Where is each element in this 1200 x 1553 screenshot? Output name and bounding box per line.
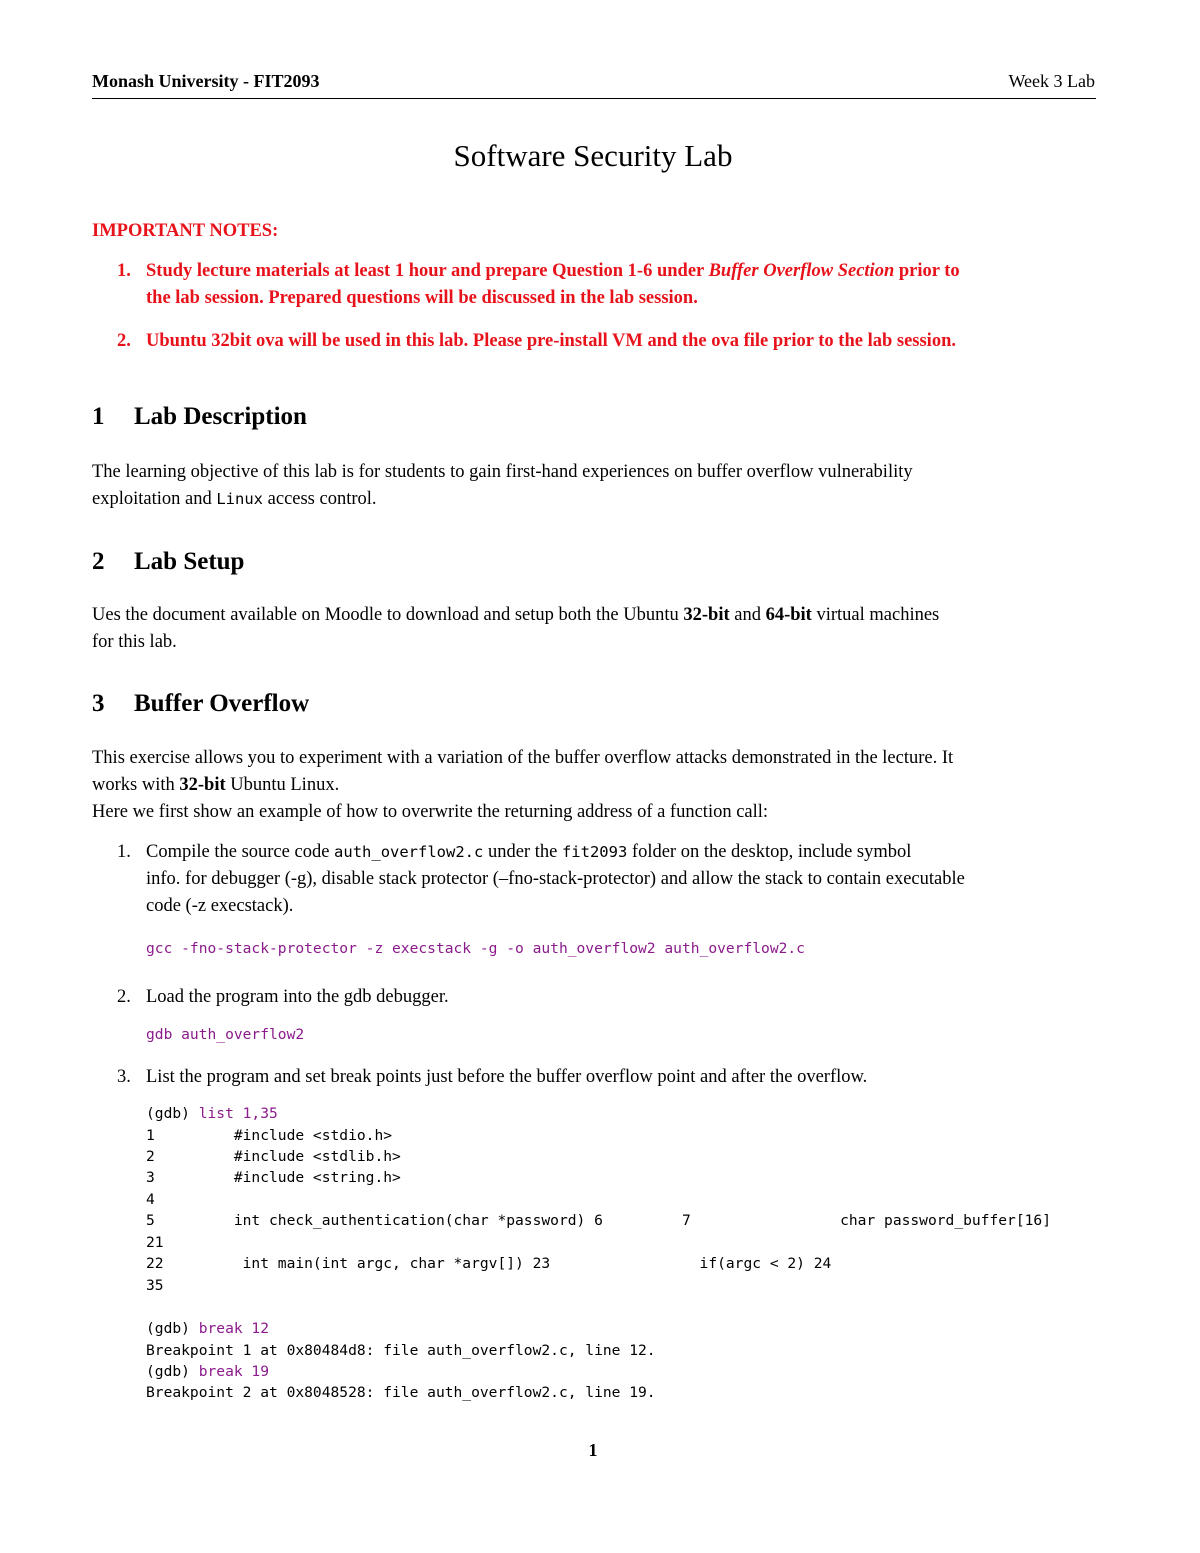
section-2-number: 2 xyxy=(92,548,105,575)
step-1-text-c: folder on the desktop, include symbol xyxy=(627,842,912,862)
gdb-prompt: (gdb) xyxy=(146,1320,199,1337)
listing-line: 21 xyxy=(146,1234,164,1251)
header-rule xyxy=(92,98,1096,99)
listing-line: 2 #include <stdlib.h> xyxy=(146,1148,401,1165)
listing-line: 4 xyxy=(146,1191,155,1208)
section-3-text-a: works with xyxy=(92,775,180,795)
section-3-bold-32bit: 32-bit xyxy=(179,775,226,795)
section-1-title: Lab Description xyxy=(134,403,307,430)
compile-command: gcc -fno-stack-protector -z execstack -g -o auth_overflow2 auth_overflow2.c xyxy=(146,940,805,957)
gdb-prompt: (gdb) xyxy=(146,1363,199,1380)
note-2-number: 2. xyxy=(117,331,131,351)
gdb-break1-command: break 12 xyxy=(198,1320,270,1337)
section-3-line-3: Here we first show an example of how to overwrite the returning address of a function call: xyxy=(92,802,769,822)
section-1-line-2 xyxy=(92,486,377,513)
listing-line: 5 int check_authentication(char *password) 6 7 char password_buffer[16] xyxy=(146,1212,1051,1229)
gdb-list-line xyxy=(146,1105,278,1122)
gdb-command: gdb auth_overflow2 xyxy=(146,1026,305,1043)
section-3-line-1: This exercise allows you to experiment with a variation of the buffer overflow attacks demonstrated in the lecture. It xyxy=(92,748,954,768)
header-right: Week 3 Lab xyxy=(1008,71,1095,91)
section-2-line-1 xyxy=(92,602,939,629)
section-2-line-2: for this lab. xyxy=(92,632,177,652)
section-1-text-a: exploitation and xyxy=(92,489,217,509)
section-2-text-e: virtual machines xyxy=(811,605,940,625)
folder-code: fit2093 xyxy=(561,843,628,861)
note-1-line-1 xyxy=(146,258,960,285)
gdb-break1-output: Breakpoint 1 at 0x80484d8: file auth_overflow2.c, line 12. xyxy=(146,1342,656,1359)
listing-line: 35 xyxy=(146,1277,164,1294)
step-1-line-3: code (-z execstack). xyxy=(146,896,294,916)
section-3-text-c: Ubuntu Linux. xyxy=(225,775,340,795)
section-2-heading xyxy=(92,548,244,576)
section-2-title: Lab Setup xyxy=(134,548,245,575)
page-title: Software Security Lab xyxy=(453,138,733,173)
note-1-text-b: prior to xyxy=(894,261,960,281)
note-1-number: 1. xyxy=(117,261,131,281)
step-3-text: List the program and set break points just before the buffer overflow point and after the overflow. xyxy=(146,1067,868,1087)
step-1-line-2: info. for debugger (-g), disable stack protector (–fno-stack-protector) and allow the stack to contain executable xyxy=(146,869,965,889)
section-3-title: Buffer Overflow xyxy=(134,690,310,717)
page-number: 1 xyxy=(588,1440,598,1460)
note-1-text-a: Study lecture materials at least 1 hour and prepare Question 1-6 under xyxy=(146,261,709,281)
step-1-text-b: under the xyxy=(483,842,562,862)
section-3-heading xyxy=(92,690,309,718)
section-1-line-1: The learning objective of this lab is for students to gain first-hand experiences on buffer overflow vulnerability xyxy=(92,462,913,482)
step-2-text: Load the program into the gdb debugger. xyxy=(146,987,449,1007)
gdb-list-command: list 1,35 xyxy=(198,1105,278,1122)
section-3-number: 3 xyxy=(92,690,105,717)
section-2-text-c: and xyxy=(729,605,766,625)
step-1-number: 1. xyxy=(117,842,131,862)
note-1-line-2: the lab session. Prepared questions will be discussed in the lab session. xyxy=(146,288,698,308)
linux-code: Linux xyxy=(216,490,264,508)
step-2-number: 2. xyxy=(117,987,131,1007)
step-1-text-a: Compile the source code xyxy=(146,842,335,862)
section-1-text-b: access control. xyxy=(263,489,377,509)
note-1-emphasis: Buffer Overflow Section xyxy=(708,261,895,281)
header-left: Monash University - FIT2093 xyxy=(92,71,320,91)
source-file-code: auth_overflow2.c xyxy=(334,843,484,861)
step-3-number: 3. xyxy=(117,1067,131,1087)
gdb-break2-line xyxy=(146,1363,269,1380)
step-1-line-1 xyxy=(146,839,911,866)
gdb-prompt: (gdb) xyxy=(146,1105,199,1122)
section-1-heading xyxy=(92,403,307,431)
section-1-number: 1 xyxy=(92,403,105,430)
listing-line: 22 int main(int argc, char *argv[]) 23 if(argc < 2) 24 xyxy=(146,1255,832,1272)
notes-heading: IMPORTANT NOTES: xyxy=(92,221,279,241)
gdb-break2-command: break 19 xyxy=(198,1363,270,1380)
section-2-bold-32bit: 32-bit xyxy=(683,605,730,625)
section-2-bold-64bit: 64-bit xyxy=(765,605,812,625)
listing-line: 1 #include <stdio.h> xyxy=(146,1127,393,1144)
gdb-break2-output: Breakpoint 2 at 0x8048528: file auth_overflow2.c, line 19. xyxy=(146,1384,656,1401)
note-2-text: Ubuntu 32bit ova will be used in this lab. Please pre-install VM and the ova file prior to the lab session. xyxy=(146,331,956,351)
section-2-text-a: Ues the document available on Moodle to download and setup both the Ubuntu xyxy=(92,605,684,625)
gdb-break1-line xyxy=(146,1320,269,1337)
section-3-line-2 xyxy=(92,772,339,799)
listing-line: 3 #include <string.h> xyxy=(146,1169,401,1186)
